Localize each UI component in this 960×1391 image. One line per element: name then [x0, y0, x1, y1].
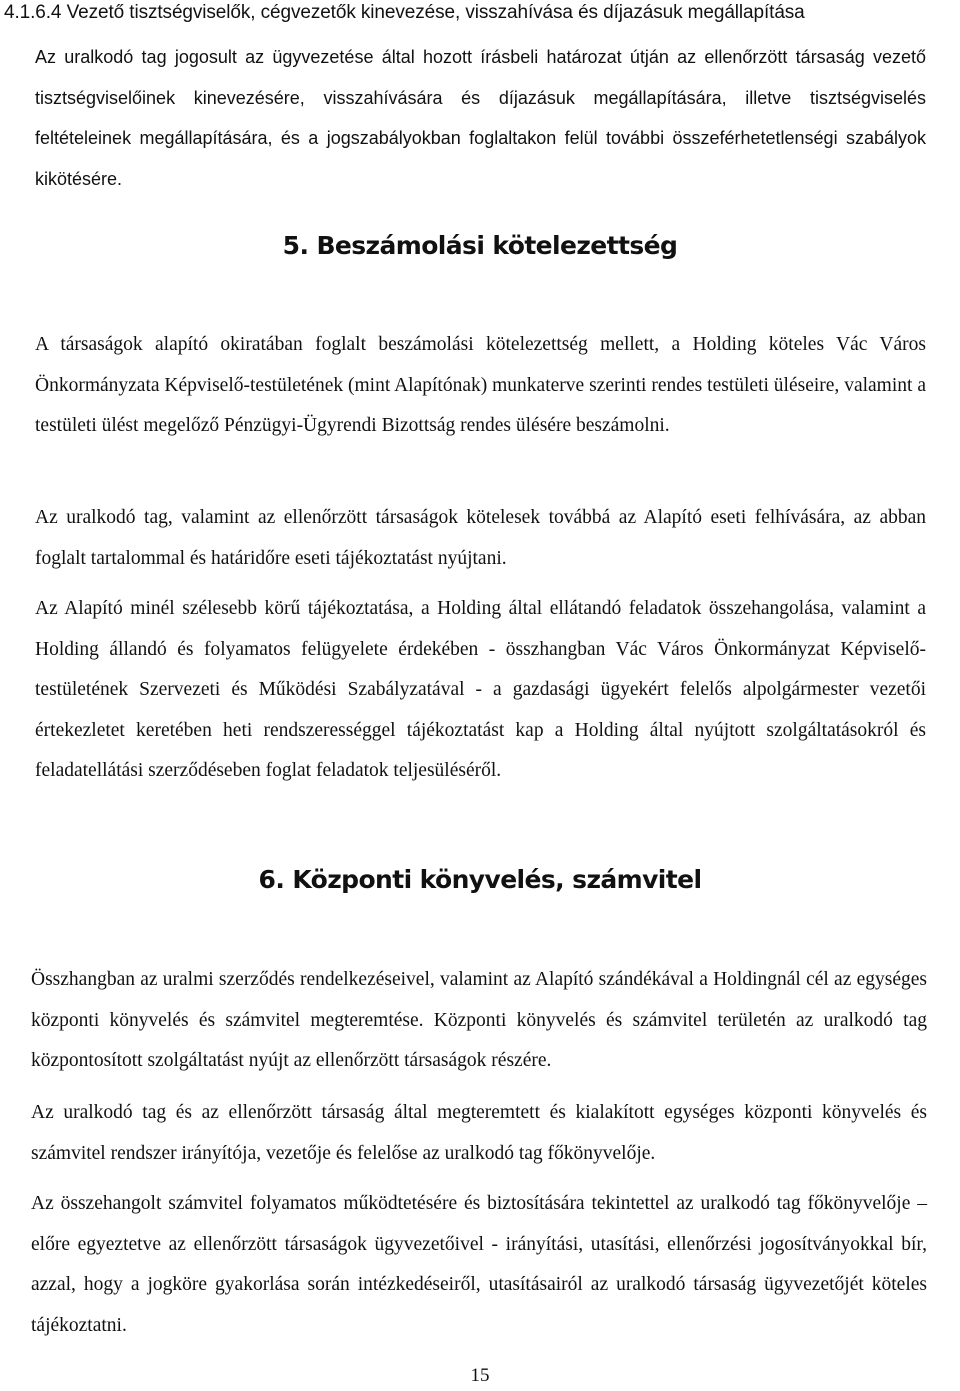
- section-heading-6: 6. Központi könyvelés, számvitel: [258, 865, 702, 894]
- paragraph-6-3: Az összehangolt számvitel folyamatos működtetésére és biztosítására tekintettel az uralkodó tag főkönyvelője – előre egyeztetve az ellenőrzött társaságok ügyvezetőivel - irányítási, utasítási, ellenőrzési jogosítványokkal bír, azzal, hogy a jogköre gyakorlása során intézkedéseiről, utasításairól az uralkodó társaság ügyvezetőjét köteles tájékoztatni.: [31, 1193, 927, 1336]
- paragraph-6-2: Az uralkodó tag és az ellenőrzött társaság által megteremtett és kialakított egységes központi könyvelés és számvitel rendszer irányítója, vezetője és felelőse az uralkodó tag főkönyvelője.: [31, 1102, 927, 1164]
- paragraph-6-1: Összhangban az uralmi szerződés rendelkezéseivel, valamint az Alapító szándékával a Holdingnál cél az egységes központi könyvelés és számvitel megteremtése. Központi könyvelés és számvitel területén az uralkodó tag központosított szolgáltatást nyújt az ellenőrzött társaságok részére.: [31, 969, 927, 1072]
- intro-paragraph: Az uralkodó tag jogosult az ügyvezetése által hozott írásbeli határozat útján az ellenőrzött társaság vezető tisztségviselőinek kinevezésére, visszahívására és díjazásuk megállapítására, illetve tisztségviselés feltételeinek megállapítására, és a jogszabályokban foglaltakon felül további összeférhetetlenségi szabályok kikötésére.: [35, 47, 926, 189]
- paragraph-5-2: Az uralkodó tag, valamint az ellenőrzött társaságok kötelesek továbbá az Alapító eseti felhívására, az abban foglalt tartalommal és határidőre eseti tájékoztatást nyújtani.: [35, 507, 926, 569]
- section-heading-5: 5. Beszámolási kötelezettség: [282, 231, 678, 260]
- subheading: 4.1.6.4 Vezető tisztségviselők, cégvezetők kinevezése, visszahívása és díjazásuk megállapítása: [4, 2, 805, 23]
- paragraph-5-3: Az Alapító minél szélesebb körű tájékoztatása, a Holding által ellátandó feladatok összehangolása, valamint a Holding állandó és folyamatos felügyelete érdekében - összhangban Vác Város Önkormányzat Képviselő-testületének Szervezeti és Működési Szabályzatával - a gazdasági ügyekért felelős alpolgármester vezetői értekezletet keretében heti rendszerességgel tájékoztatást kap a Holding által nyújtott szolgáltatásokról és feladatellátási szerződéseben foglat feladatok teljesüléséről.: [35, 598, 926, 782]
- page-number: 15: [470, 1365, 490, 1386]
- paragraph-5-1: A társaságok alapító okiratában foglalt beszámolási kötelezettség mellett, a Holding köteles Vác Város Önkormányzata Képviselő-testületének (mint Alapítónak) munkaterve szerinti rendes testületi üléseire, valamint a testületi ülést megelőző Pénzügyi-Ügyrendi Bizottság rendes ülésére beszámolni.: [35, 334, 926, 437]
